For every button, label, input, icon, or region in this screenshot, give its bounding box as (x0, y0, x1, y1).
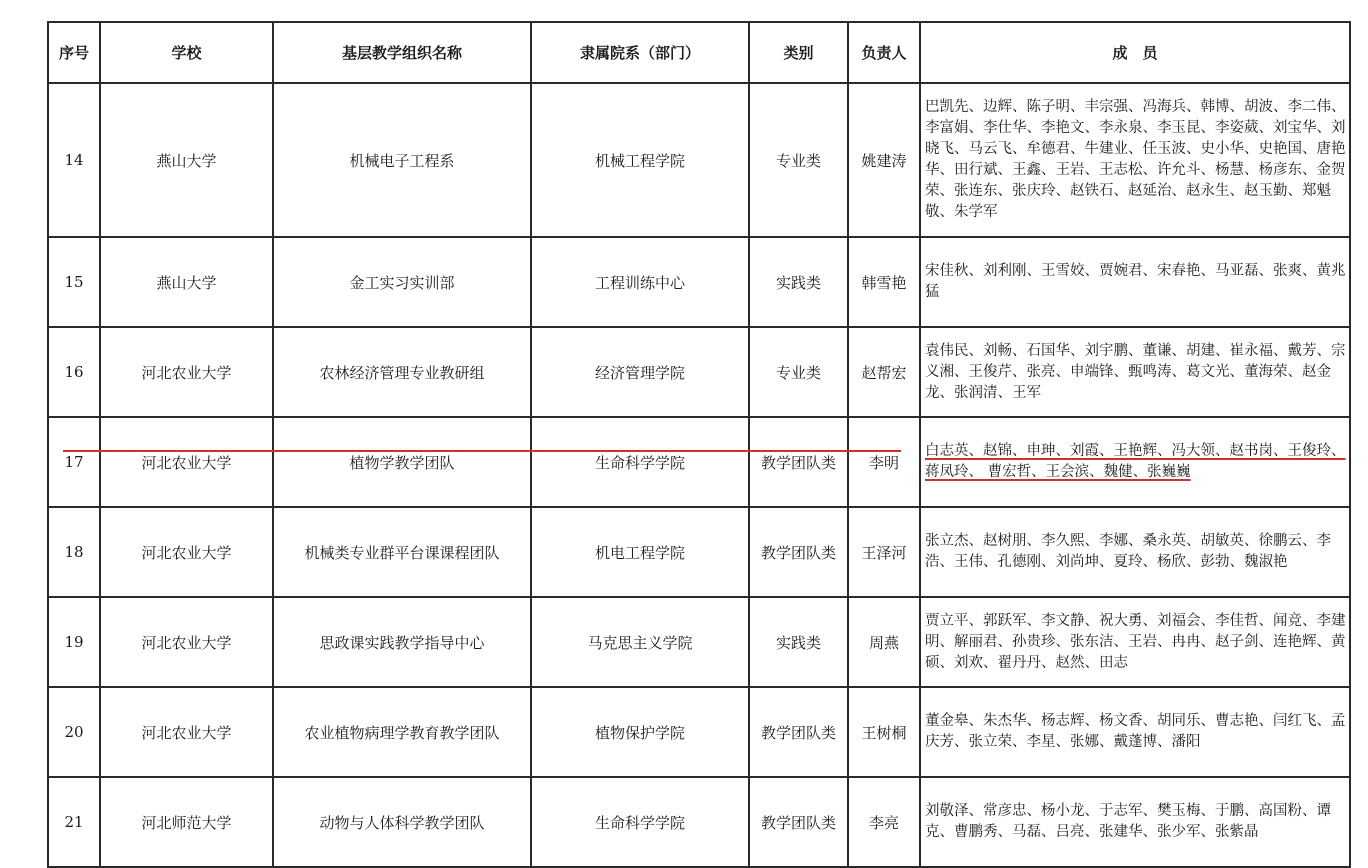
cell-seq: 15 (48, 237, 100, 327)
header-school: 学校 (100, 22, 273, 83)
cell-leader: 李亮 (848, 777, 920, 867)
cell-school: 河北农业大学 (100, 417, 273, 507)
cell-school: 河北农业大学 (100, 507, 273, 597)
cell-org-name: 动物与人体科学教学团队 (273, 777, 531, 867)
cell-department: 马克思主义学院 (531, 597, 749, 687)
cell-members: 宋佳秋、刘利刚、王雪姣、贾婉君、宋春艳、马亚磊、张爽、黄兆猛 (920, 237, 1350, 327)
table-row (48, 83, 1350, 237)
header-org-name: 基层教学组织名称 (273, 22, 531, 83)
table-header (48, 22, 1350, 83)
cell-school: 燕山大学 (100, 83, 273, 237)
cell-school: 河北农业大学 (100, 597, 273, 687)
cell-org-name: 农业植物病理学教育教学团队 (273, 687, 531, 777)
cell-department: 经济管理学院 (531, 327, 749, 417)
cell-leader: 李明 (848, 417, 920, 507)
cell-members: 张立杰、赵树朋、李久熙、李娜、桑永英、胡敏英、徐鹏云、李浩、王伟、孔德刚、刘尚坤、夏玲、杨欣、彭勃、魏淑艳 (920, 507, 1350, 597)
cell-department: 机械工程学院 (531, 83, 749, 237)
header-department: 隶属院系（部门） (531, 22, 749, 83)
cell-members: 贾立平、郭跃军、李文静、祝大勇、刘福会、李佳哲、闻竞、李建明、解丽君、孙贵珍、张东洁、王岩、冉冉、赵子剑、连艳辉、黄硕、刘欢、翟丹丹、赵然、田志 (920, 597, 1350, 687)
cell-seq: 16 (48, 327, 100, 417)
cell-seq: 20 (48, 687, 100, 777)
cell-org-name: 金工实习实训部 (273, 237, 531, 327)
table-row (48, 777, 1350, 867)
cell-category: 实践类 (749, 597, 848, 687)
cell-org-name: 机械类专业群平台课课程团队 (273, 507, 531, 597)
cell-leader: 王树桐 (848, 687, 920, 777)
cell-school: 河北农业大学 (100, 327, 273, 417)
header-members: 成 员 (920, 22, 1350, 83)
cell-department: 生命科学学院 (531, 777, 749, 867)
table-row (48, 327, 1350, 417)
cell-school: 河北师范大学 (100, 777, 273, 867)
cell-org-name: 机械电子工程系 (273, 83, 531, 237)
cell-category: 教学团队类 (749, 507, 848, 597)
cell-department: 生命科学学院 (531, 417, 749, 507)
cell-category: 教学团队类 (749, 777, 848, 867)
cell-category: 专业类 (749, 327, 848, 417)
cell-department: 机电工程学院 (531, 507, 749, 597)
cell-org-name: 植物学教学团队 (273, 417, 531, 507)
cell-department: 工程训练中心 (531, 237, 749, 327)
cell-leader: 韩雪艳 (848, 237, 920, 327)
table-body (48, 83, 1350, 867)
cell-org-name: 农林经济管理专业教研组 (273, 327, 531, 417)
red-highlight-line (63, 450, 901, 452)
cell-category: 教学团队类 (749, 687, 848, 777)
header-row (48, 22, 1350, 83)
table-row (48, 687, 1350, 777)
cell-members: 袁伟民、刘畅、石国华、刘宇鹏、董谦、胡建、崔永福、戴芳、宗义湘、王俊芹、张亮、申端锋、甄鸣涛、葛文光、董海荣、赵金龙、张润清、王军 (920, 327, 1350, 417)
cell-leader: 姚建涛 (848, 83, 920, 237)
header-seq: 序号 (48, 22, 100, 83)
cell-school: 燕山大学 (100, 237, 273, 327)
cell-org-name: 思政课实践教学指导中心 (273, 597, 531, 687)
team-table-container (47, 21, 1349, 868)
header-leader: 负责人 (848, 22, 920, 83)
cell-seq: 18 (48, 507, 100, 597)
cell-category: 实践类 (749, 237, 848, 327)
cell-seq: 14 (48, 83, 100, 237)
cell-members: 董金皋、朱杰华、杨志辉、杨文香、胡同乐、曹志艳、闫红飞、孟庆芳、张立荣、李星、张娜、戴蓬博、潘阳 (920, 687, 1350, 777)
cell-members (920, 417, 1350, 507)
table-row (48, 237, 1350, 327)
header-category: 类别 (749, 22, 848, 83)
table-row (48, 597, 1350, 687)
cell-leader: 周燕 (848, 597, 920, 687)
cell-department: 植物保护学院 (531, 687, 749, 777)
cell-category: 教学团队类 (749, 417, 848, 507)
cell-seq: 21 (48, 777, 100, 867)
cell-leader: 王泽河 (848, 507, 920, 597)
cell-seq: 17 (48, 417, 100, 507)
cell-category: 专业类 (749, 83, 848, 237)
table-row (48, 507, 1350, 597)
cell-school: 河北农业大学 (100, 687, 273, 777)
cell-members: 巴凯先、边辉、陈子明、丰宗强、冯海兵、韩博、胡波、李二伟、李富娟、李仕华、李艳文、李永泉、李玉昆、李姿葳、刘宝华、刘晓飞、马云飞、牟德君、牛建业、任玉波、史小华、史艳国、唐艳华、田行斌、王鑫、王岩、王志松、许允斗、杨慧、杨彦东、金贺荣、张连东、张庆玲、赵铁石、赵延治、赵永生、赵玉勤、郑魁敬、朱学军 (920, 83, 1350, 237)
table-row-highlighted (48, 417, 1350, 507)
cell-seq: 19 (48, 597, 100, 687)
teaching-organization-table (47, 21, 1351, 868)
members-underlined-text: 白志英、赵锦、申珅、刘霞、王艳辉、冯大领、赵书岗、王俊玲、蒋凤玲、 曹宏哲、王会滨、魏健、张巍巍 (925, 443, 1346, 480)
cell-leader: 赵帮宏 (848, 327, 920, 417)
cell-members: 刘敬泽、常彦忠、杨小龙、于志军、樊玉梅、于鹏、高国粉、谭克、曹鹏秀、马磊、吕亮、张建华、张少军、张紫晶 (920, 777, 1350, 867)
